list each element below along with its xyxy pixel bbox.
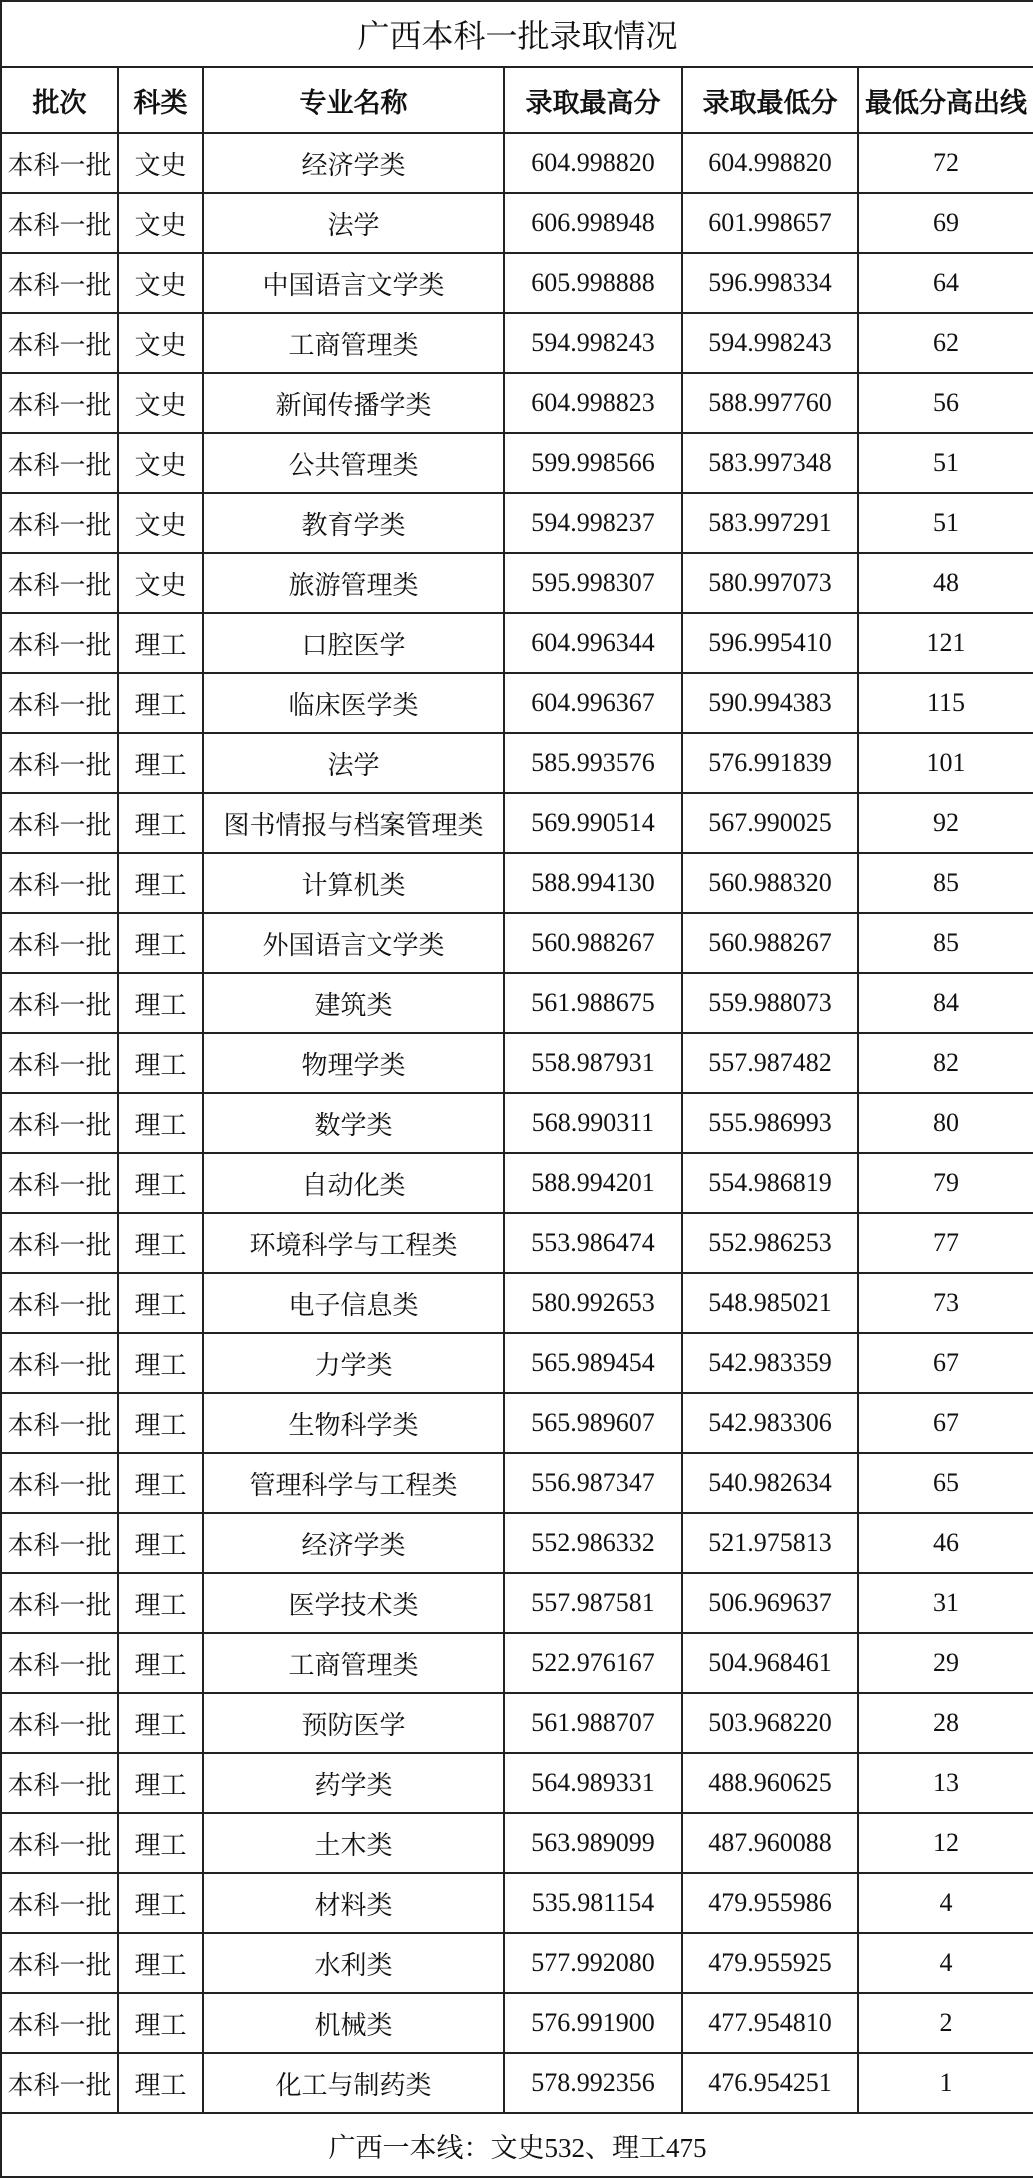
min-score-cell: 583.997291 (682, 493, 858, 553)
column-header-above-line: 最低分高出线 (858, 67, 1033, 133)
page-title: 广西本科一批录取情况 (1, 1, 1033, 67)
above-line-cell: 4 (858, 1873, 1033, 1933)
column-header-min-score: 录取最低分 (682, 67, 858, 133)
table-row (1, 373, 1033, 433)
major-cell: 数学类 (203, 1093, 504, 1153)
major-cell: 建筑类 (203, 973, 504, 1033)
major-cell: 计算机类 (203, 853, 504, 913)
major-cell: 公共管理类 (203, 433, 504, 493)
major-cell: 物理学类 (203, 1033, 504, 1093)
above-line-cell: 28 (858, 1693, 1033, 1753)
above-line-cell: 121 (858, 613, 1033, 673)
above-line-cell: 51 (858, 493, 1033, 553)
batch-cell: 本科一批 (1, 793, 118, 853)
category-cell: 文史 (118, 133, 203, 193)
table-row (1, 433, 1033, 493)
major-cell: 经济学类 (203, 1513, 504, 1573)
category-cell: 理工 (118, 1573, 203, 1633)
max-score-cell: 576.991900 (504, 1993, 682, 2053)
category-cell: 理工 (118, 1993, 203, 2053)
batch-cell: 本科一批 (1, 853, 118, 913)
max-score-cell: 594.998243 (504, 313, 682, 373)
table-row (1, 853, 1033, 913)
major-cell: 法学 (203, 193, 504, 253)
category-cell: 理工 (118, 973, 203, 1033)
max-score-cell: 585.993576 (504, 733, 682, 793)
max-score-cell: 588.994130 (504, 853, 682, 913)
above-line-cell: 115 (858, 673, 1033, 733)
table-row (1, 1693, 1033, 1753)
category-cell: 理工 (118, 1093, 203, 1153)
batch-cell: 本科一批 (1, 1693, 118, 1753)
batch-cell: 本科一批 (1, 373, 118, 433)
major-cell: 外国语言文学类 (203, 913, 504, 973)
category-cell: 理工 (118, 1333, 203, 1393)
table-row (1, 133, 1033, 193)
major-cell: 工商管理类 (203, 1633, 504, 1693)
max-score-cell: 604.996344 (504, 613, 682, 673)
category-cell: 理工 (118, 1693, 203, 1753)
table-row (1, 913, 1033, 973)
above-line-cell: 62 (858, 313, 1033, 373)
column-header-max-score: 录取最高分 (504, 67, 682, 133)
above-line-cell: 12 (858, 1813, 1033, 1873)
max-score-cell: 558.987931 (504, 1033, 682, 1093)
above-line-cell: 2 (858, 1993, 1033, 2053)
above-line-cell: 1 (858, 2053, 1033, 2113)
batch-cell: 本科一批 (1, 253, 118, 313)
table-row (1, 673, 1033, 733)
batch-cell: 本科一批 (1, 553, 118, 613)
batch-cell: 本科一批 (1, 493, 118, 553)
major-cell: 药学类 (203, 1753, 504, 1813)
batch-cell: 本科一批 (1, 133, 118, 193)
above-line-cell: 72 (858, 133, 1033, 193)
min-score-cell: 542.983359 (682, 1333, 858, 1393)
major-cell: 工商管理类 (203, 313, 504, 373)
major-cell: 机械类 (203, 1993, 504, 2053)
above-line-cell: 64 (858, 253, 1033, 313)
above-line-cell: 82 (858, 1033, 1033, 1093)
min-score-cell: 596.995410 (682, 613, 858, 673)
batch-cell: 本科一批 (1, 1153, 118, 1213)
category-cell: 理工 (118, 1813, 203, 1873)
min-score-cell: 552.986253 (682, 1213, 858, 1273)
batch-cell: 本科一批 (1, 1813, 118, 1873)
max-score-cell: 552.986332 (504, 1513, 682, 1573)
min-score-cell: 548.985021 (682, 1273, 858, 1333)
max-score-cell: 564.989331 (504, 1753, 682, 1813)
category-cell: 理工 (118, 733, 203, 793)
category-cell: 文史 (118, 253, 203, 313)
min-score-cell: 476.954251 (682, 2053, 858, 2113)
table-row (1, 1273, 1033, 1333)
major-cell: 新闻传播学类 (203, 373, 504, 433)
max-score-cell: 535.981154 (504, 1873, 682, 1933)
min-score-cell: 559.988073 (682, 973, 858, 1033)
min-score-cell: 601.998657 (682, 193, 858, 253)
above-line-cell: 85 (858, 913, 1033, 973)
table-row (1, 1033, 1033, 1093)
above-line-cell: 77 (858, 1213, 1033, 1273)
max-score-cell: 561.988675 (504, 973, 682, 1033)
max-score-cell: 568.990311 (504, 1093, 682, 1153)
table-row (1, 493, 1033, 553)
max-score-cell: 580.992653 (504, 1273, 682, 1333)
above-line-cell: 29 (858, 1633, 1033, 1693)
batch-cell: 本科一批 (1, 1093, 118, 1153)
category-cell: 理工 (118, 1393, 203, 1453)
category-cell: 理工 (118, 1753, 203, 1813)
category-cell: 理工 (118, 1213, 203, 1273)
category-cell: 理工 (118, 673, 203, 733)
major-cell: 医学技术类 (203, 1573, 504, 1633)
major-cell: 环境科学与工程类 (203, 1213, 504, 1273)
table-row (1, 313, 1033, 373)
min-score-cell: 604.998820 (682, 133, 858, 193)
table-row (1, 733, 1033, 793)
min-score-cell: 479.955986 (682, 1873, 858, 1933)
batch-cell: 本科一批 (1, 2053, 118, 2113)
table-row (1, 1333, 1033, 1393)
category-cell: 理工 (118, 1513, 203, 1573)
major-cell: 旅游管理类 (203, 553, 504, 613)
table-row (1, 973, 1033, 1033)
category-cell: 文史 (118, 433, 203, 493)
min-score-cell: 554.986819 (682, 1153, 858, 1213)
batch-cell: 本科一批 (1, 1393, 118, 1453)
above-line-cell: 46 (858, 1513, 1033, 1573)
min-score-cell: 557.987482 (682, 1033, 858, 1093)
min-score-cell: 576.991839 (682, 733, 858, 793)
above-line-cell: 69 (858, 193, 1033, 253)
above-line-cell: 101 (858, 733, 1033, 793)
table-row (1, 1753, 1033, 1813)
table-row (1, 253, 1033, 313)
major-cell: 临床医学类 (203, 673, 504, 733)
table-row (1, 1453, 1033, 1513)
category-cell: 理工 (118, 1933, 203, 1993)
major-cell: 预防医学 (203, 1693, 504, 1753)
min-score-cell: 506.969637 (682, 1573, 858, 1633)
column-header-major: 专业名称 (203, 67, 504, 133)
major-cell: 管理科学与工程类 (203, 1453, 504, 1513)
column-header-batch: 批次 (1, 67, 118, 133)
max-score-cell: 577.992080 (504, 1933, 682, 1993)
min-score-cell: 583.997348 (682, 433, 858, 493)
above-line-cell: 84 (858, 973, 1033, 1033)
category-cell: 理工 (118, 1453, 203, 1513)
above-line-cell: 85 (858, 853, 1033, 913)
major-cell: 土木类 (203, 1813, 504, 1873)
min-score-cell: 542.983306 (682, 1393, 858, 1453)
max-score-cell: 522.976167 (504, 1633, 682, 1693)
above-line-cell: 56 (858, 373, 1033, 433)
above-line-cell: 67 (858, 1393, 1033, 1453)
major-cell: 自动化类 (203, 1153, 504, 1213)
major-cell: 中国语言文学类 (203, 253, 504, 313)
category-cell: 理工 (118, 613, 203, 673)
batch-cell: 本科一批 (1, 1873, 118, 1933)
table-row (1, 613, 1033, 673)
max-score-cell: 565.989607 (504, 1393, 682, 1453)
table-body (1, 133, 1033, 2113)
min-score-cell: 588.997760 (682, 373, 858, 433)
batch-cell: 本科一批 (1, 1213, 118, 1273)
min-score-cell: 477.954810 (682, 1993, 858, 2053)
table-row (1, 1933, 1033, 1993)
batch-cell: 本科一批 (1, 1513, 118, 1573)
above-line-cell: 67 (858, 1333, 1033, 1393)
table-row (1, 1573, 1033, 1633)
category-cell: 理工 (118, 913, 203, 973)
category-cell: 理工 (118, 1273, 203, 1333)
table-row (1, 1093, 1033, 1153)
table-row (1, 1153, 1033, 1213)
category-cell: 文史 (118, 493, 203, 553)
major-cell: 电子信息类 (203, 1273, 504, 1333)
max-score-cell: 569.990514 (504, 793, 682, 853)
max-score-cell: 594.998237 (504, 493, 682, 553)
major-cell: 口腔医学 (203, 613, 504, 673)
max-score-cell: 556.987347 (504, 1453, 682, 1513)
min-score-cell: 479.955925 (682, 1933, 858, 1993)
major-cell: 经济学类 (203, 133, 504, 193)
max-score-cell: 553.986474 (504, 1213, 682, 1273)
max-score-cell: 557.987581 (504, 1573, 682, 1633)
max-score-cell: 599.998566 (504, 433, 682, 493)
major-cell: 力学类 (203, 1333, 504, 1393)
above-line-cell: 4 (858, 1933, 1033, 1993)
min-score-cell: 567.990025 (682, 793, 858, 853)
table-row (1, 1873, 1033, 1933)
batch-cell: 本科一批 (1, 733, 118, 793)
major-cell: 图书情报与档案管理类 (203, 793, 504, 853)
min-score-cell: 580.997073 (682, 553, 858, 613)
category-cell: 理工 (118, 853, 203, 913)
category-cell: 理工 (118, 2053, 203, 2113)
max-score-cell: 560.988267 (504, 913, 682, 973)
batch-cell: 本科一批 (1, 1753, 118, 1813)
min-score-cell: 521.975813 (682, 1513, 858, 1573)
batch-cell: 本科一批 (1, 433, 118, 493)
min-score-cell: 504.968461 (682, 1633, 858, 1693)
category-cell: 文史 (118, 193, 203, 253)
major-cell: 法学 (203, 733, 504, 793)
above-line-cell: 92 (858, 793, 1033, 853)
column-header-category: 科类 (118, 67, 203, 133)
batch-cell: 本科一批 (1, 1573, 118, 1633)
table-row (1, 1813, 1033, 1873)
batch-cell: 本科一批 (1, 913, 118, 973)
major-cell: 水利类 (203, 1933, 504, 1993)
above-line-cell: 51 (858, 433, 1033, 493)
table-row (1, 793, 1033, 853)
min-score-cell: 540.982634 (682, 1453, 858, 1513)
min-score-cell: 488.960625 (682, 1753, 858, 1813)
major-cell: 教育学类 (203, 493, 504, 553)
max-score-cell: 588.994201 (504, 1153, 682, 1213)
batch-cell: 本科一批 (1, 1933, 118, 1993)
above-line-cell: 79 (858, 1153, 1033, 1213)
table-row (1, 553, 1033, 613)
major-cell: 化工与制药类 (203, 2053, 504, 2113)
table-row (1, 1213, 1033, 1273)
min-score-cell: 487.960088 (682, 1813, 858, 1873)
above-line-cell: 13 (858, 1753, 1033, 1813)
min-score-cell: 594.998243 (682, 313, 858, 373)
table-row (1, 1633, 1033, 1693)
major-cell: 生物科学类 (203, 1393, 504, 1453)
table-row (1, 1393, 1033, 1453)
above-line-cell: 31 (858, 1573, 1033, 1633)
table-row (1, 1993, 1033, 2053)
above-line-cell: 48 (858, 553, 1033, 613)
max-score-cell: 565.989454 (504, 1333, 682, 1393)
max-score-cell: 563.989099 (504, 1813, 682, 1873)
table-row (1, 1513, 1033, 1573)
min-score-cell: 590.994383 (682, 673, 858, 733)
max-score-cell: 606.998948 (504, 193, 682, 253)
max-score-cell: 561.988707 (504, 1693, 682, 1753)
above-line-cell: 65 (858, 1453, 1033, 1513)
max-score-cell: 604.998823 (504, 373, 682, 433)
category-cell: 理工 (118, 1873, 203, 1933)
category-cell: 理工 (118, 1153, 203, 1213)
major-cell: 材料类 (203, 1873, 504, 1933)
batch-cell: 本科一批 (1, 1333, 118, 1393)
header-row (1, 67, 1033, 133)
min-score-cell: 596.998334 (682, 253, 858, 313)
max-score-cell: 595.998307 (504, 553, 682, 613)
batch-cell: 本科一批 (1, 673, 118, 733)
min-score-cell: 560.988320 (682, 853, 858, 913)
batch-cell: 本科一批 (1, 1453, 118, 1513)
batch-cell: 本科一批 (1, 1633, 118, 1693)
category-cell: 理工 (118, 793, 203, 853)
category-cell: 文史 (118, 313, 203, 373)
batch-cell: 本科一批 (1, 613, 118, 673)
min-score-cell: 560.988267 (682, 913, 858, 973)
batch-cell: 本科一批 (1, 193, 118, 253)
max-score-cell: 604.996367 (504, 673, 682, 733)
min-score-cell: 555.986993 (682, 1093, 858, 1153)
table-row (1, 2053, 1033, 2113)
max-score-cell: 578.992356 (504, 2053, 682, 2113)
category-cell: 理工 (118, 1633, 203, 1693)
category-cell: 文史 (118, 373, 203, 433)
footer-note: 广西一本线：文史532、理工475 (1, 2113, 1033, 2177)
batch-cell: 本科一批 (1, 1993, 118, 2053)
max-score-cell: 605.998888 (504, 253, 682, 313)
category-cell: 文史 (118, 553, 203, 613)
batch-cell: 本科一批 (1, 1273, 118, 1333)
batch-cell: 本科一批 (1, 973, 118, 1033)
batch-cell: 本科一批 (1, 313, 118, 373)
above-line-cell: 80 (858, 1093, 1033, 1153)
category-cell: 理工 (118, 1033, 203, 1093)
batch-cell: 本科一批 (1, 1033, 118, 1093)
min-score-cell: 503.968220 (682, 1693, 858, 1753)
max-score-cell: 604.998820 (504, 133, 682, 193)
above-line-cell: 73 (858, 1273, 1033, 1333)
table-row (1, 193, 1033, 253)
